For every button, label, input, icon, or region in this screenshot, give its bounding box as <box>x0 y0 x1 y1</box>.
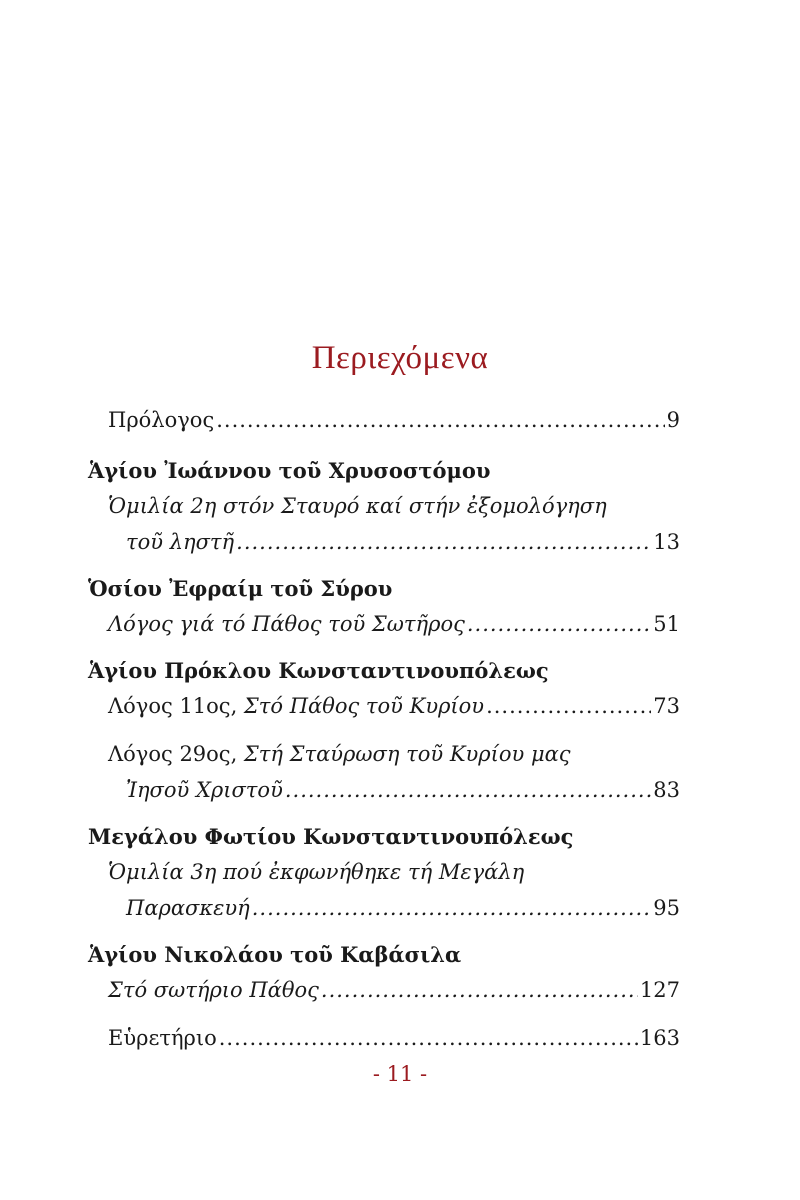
entry-page-number: 13 <box>653 530 680 554</box>
table-of-contents <box>88 402 680 1056</box>
sermon-title: Στό Πάθος τοῦ Κυρίου <box>243 694 485 718</box>
toc-entry-chrysostom[interactable] <box>108 524 680 560</box>
page-title: Περιεχόμενα <box>311 340 489 376</box>
entry-page-number: 127 <box>639 978 680 1002</box>
dot-leader <box>467 606 651 642</box>
author-proclus: Ἁγίου Πρόκλου Κωνσταντινουπόλεως <box>88 658 549 683</box>
author-photius: Μεγάλου Φωτίου Κωνσταντινουπόλεως <box>88 824 574 849</box>
toc-entry-proclus-sermon-11[interactable] <box>108 688 680 724</box>
page-number-footer: - 11 - <box>372 1062 428 1086</box>
entry-title-line-1: Ὁμιλία 2η στόν Σταυρό καί στήν ἐξομολόγηση <box>108 494 607 518</box>
entry-title: Στό σωτήριο Πάθος <box>108 978 319 1002</box>
entry-title: Λόγος γιά τό Πάθος τοῦ Σωτῆρος <box>108 612 465 636</box>
dot-leader <box>216 402 664 438</box>
author-cabasilas: Ἁγίου Νικολάου τοῦ Καβάσιλα <box>88 942 462 967</box>
entry-title-line-2: Παρασκευή <box>126 896 250 920</box>
sermon-title: Στή Σταύρωση τοῦ Κυρίου μας <box>243 742 571 766</box>
dot-leader <box>321 972 638 1008</box>
entry-page-number: 83 <box>653 778 680 802</box>
entry-page-number: 95 <box>653 896 680 920</box>
toc-entry-proclus-sermon-29[interactable] <box>108 772 680 808</box>
entry-page-number: 73 <box>653 694 680 718</box>
dot-leader <box>219 1020 638 1056</box>
sermon-number: Λόγος 29ος, <box>108 742 244 766</box>
sermon-number: Λόγος 11ος, <box>108 694 244 718</box>
dot-leader <box>252 890 652 926</box>
entry-title: Εὑρετήριο <box>108 1026 217 1050</box>
entry-title-line-2: Ἰησοῦ Χριστοῦ <box>126 778 283 802</box>
entry-title-line-2: τοῦ ληστῆ <box>126 530 235 554</box>
entry-title <box>108 688 484 724</box>
toc-entry-cabasilas[interactable] <box>108 972 680 1008</box>
entry-page-number: 51 <box>653 612 680 636</box>
toc-entry-photius[interactable] <box>108 890 680 926</box>
entry-page-number: 9 <box>666 408 680 432</box>
toc-entry-ephraim[interactable] <box>108 606 680 642</box>
dot-leader <box>486 688 651 724</box>
toc-entry-prologue[interactable] <box>108 402 680 438</box>
entry-page-number: 163 <box>639 1026 680 1050</box>
author-chrysostom: Ἁγίου Ἰωάννου τοῦ Χρυσοστόμου <box>88 458 491 483</box>
toc-entry-index[interactable] <box>108 1020 680 1056</box>
entry-title: Πρόλογος <box>108 408 215 432</box>
dot-leader <box>285 772 651 808</box>
entry-title-line-1: Ὁμιλία 3η πού ἐκφωνήθηκε τή Μεγάλη <box>108 860 525 884</box>
entry-title-line-1 <box>108 736 680 772</box>
author-ephraim: Ὁσίου Ἐφραίμ τοῦ Σύρου <box>88 576 393 601</box>
dot-leader <box>236 524 651 560</box>
